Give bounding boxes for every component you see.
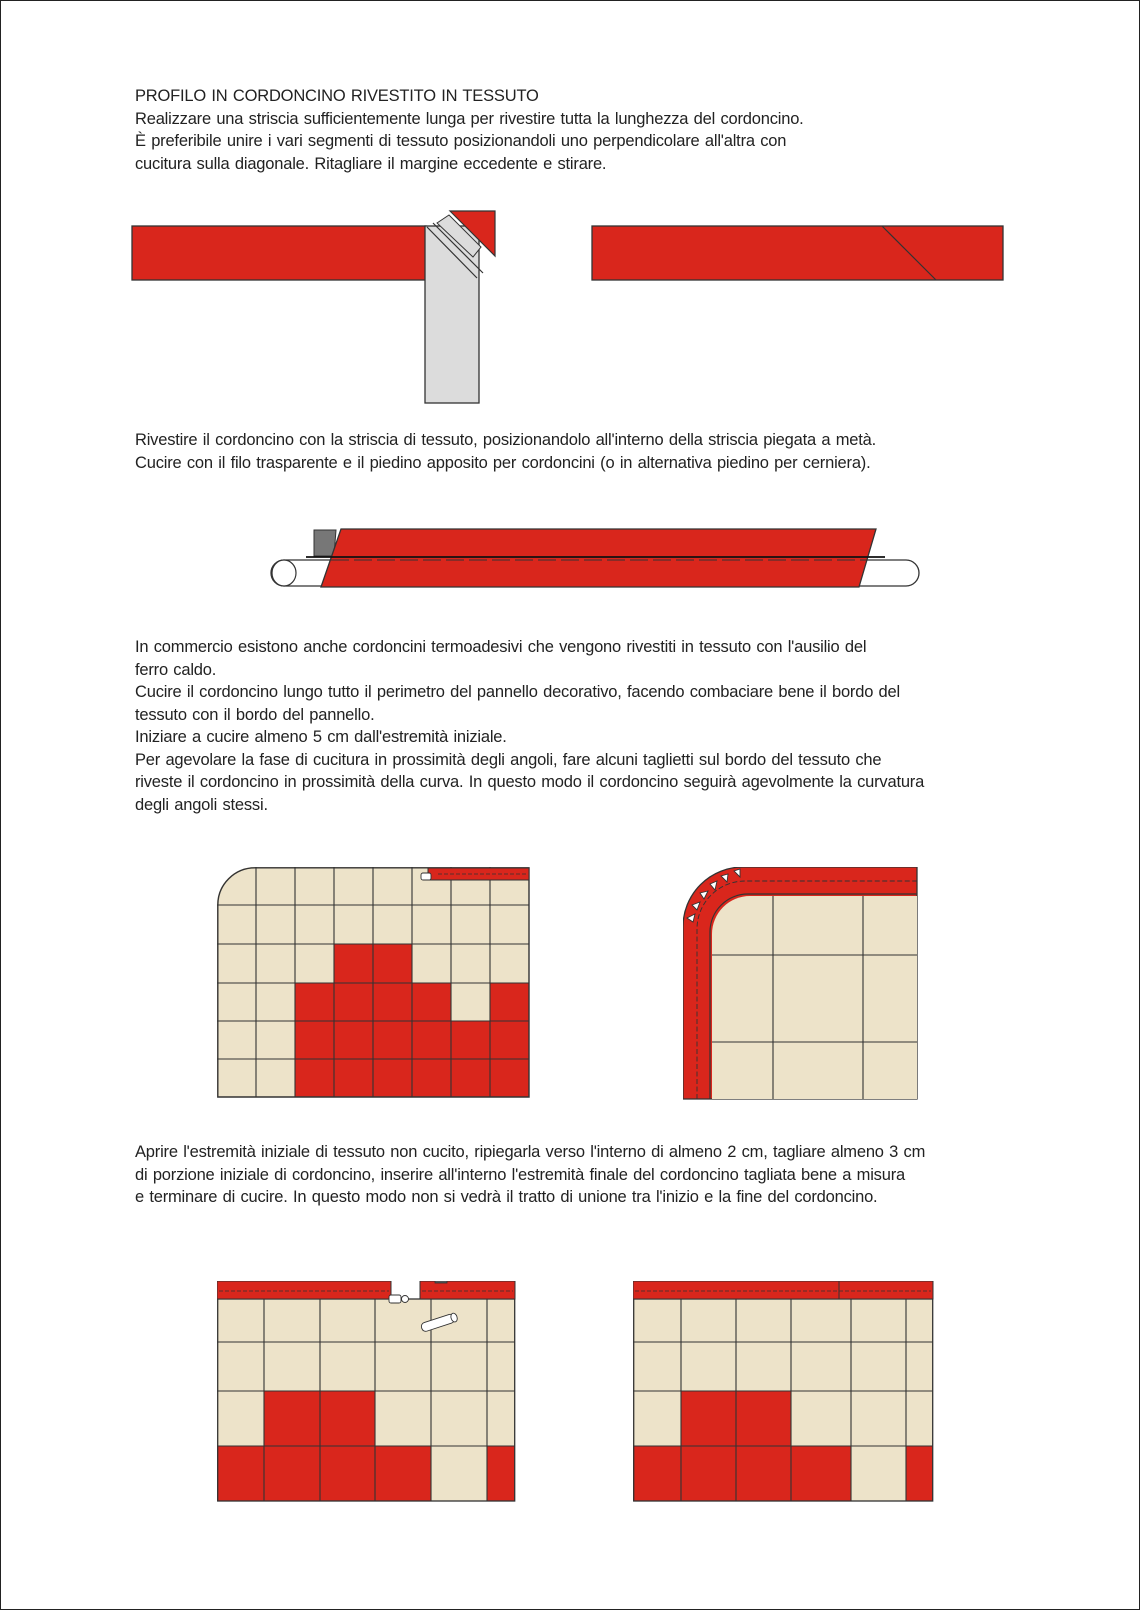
figure-covered-cord — [1, 501, 1139, 611]
section-4-line-3: e terminare di cucire. In questo modo non si vedrà il tratto di unione tra l'inizio e la fine del cordoncino. — [135, 1188, 878, 1206]
cord-end-circle — [402, 1296, 409, 1303]
horizontal-fabric-strip — [132, 226, 426, 280]
section-3-line-7: riveste il cordoncino in prossimità della curva. In questo modo il cordoncino seguirà agevolmente la curvatura — [135, 773, 925, 791]
cord-strip — [633, 1281, 933, 1299]
section-3-line-1: In commercio esistono anche cordoncini termoadesivi che vengono rivestiti in tessuto con l'ausilio del — [135, 638, 867, 656]
section-3-line-3: Cucire il cordoncino lungo tutto il perimetro del pannello decorativo, facendo combaciare bene il bordo del — [135, 683, 900, 701]
section-2-text — [135, 429, 1055, 474]
cord-end — [272, 560, 296, 586]
section-3-line-8: degli angoli stessi. — [135, 795, 268, 814]
section-1-line-2: È preferibile unire i vari segmenti di tessuto posizionandoli uno perpendicolare all'altra con — [135, 132, 787, 150]
figure-panel-corner — [683, 867, 918, 1100]
joined-fabric-strip — [592, 226, 1003, 280]
fabric-wrap — [321, 529, 876, 587]
cord-strip-left — [217, 1281, 391, 1299]
cord-end — [421, 873, 431, 880]
figure-panel-sewing-start — [217, 867, 531, 1099]
section-1-line-3: cucitura sulla diagonale. Ritagliare il margine eccedente e stirare. — [135, 154, 607, 173]
section-2-line-2: Cucire con il filo trasparente e il piedino apposito per cordoncini (o in alternativa piedino per cerniera). — [135, 453, 871, 472]
section-3-line-6: Per agevolare la fase di cucitura in prossimità degli angoli, fare alcuni taglietti sul bordo del tessuto che — [135, 750, 882, 769]
section-4-text — [135, 1141, 1055, 1209]
section-3-text — [135, 636, 1055, 816]
section-2-line-1: Rivestire il cordoncino con la striscia di tessuto, posizionandolo all'interno della striscia piegata a metà. — [135, 431, 876, 449]
section-1-title: PROFILO IN CORDONCINO RIVESTITO IN TESSUTO — [135, 87, 539, 105]
cord-strip-right — [420, 1281, 515, 1299]
cord-end — [389, 1295, 401, 1303]
cord-tip — [435, 1281, 447, 1283]
figure-cord-joint-open — [217, 1281, 517, 1503]
section-3-line-4: tessuto con il bordo del pannello. — [135, 705, 375, 724]
figure-cord-joint-closed — [633, 1281, 935, 1503]
section-3-line-5: Iniziare a cucire almeno 5 cm dall'estremità iniziale. — [135, 728, 507, 746]
section-4-line-2: di porzione iniziale di cordoncino, inserire all'interno l'estremità finale del cordoncino tagliata bene a misura — [135, 1165, 905, 1184]
figure-strip-joining — [1, 1, 1139, 421]
section-4-line-1: Aprire l'estremità iniziale di tessuto non cucito, ripiegarla verso l'interno di almeno 2 cm, tagliare almeno 3 cm — [135, 1143, 926, 1161]
section-1-line-1: Realizzare una striscia sufficientemente lunga per rivestire tutta la lunghezza del cordoncino. — [135, 109, 804, 128]
section-3-line-2: ferro caldo. — [135, 660, 217, 679]
